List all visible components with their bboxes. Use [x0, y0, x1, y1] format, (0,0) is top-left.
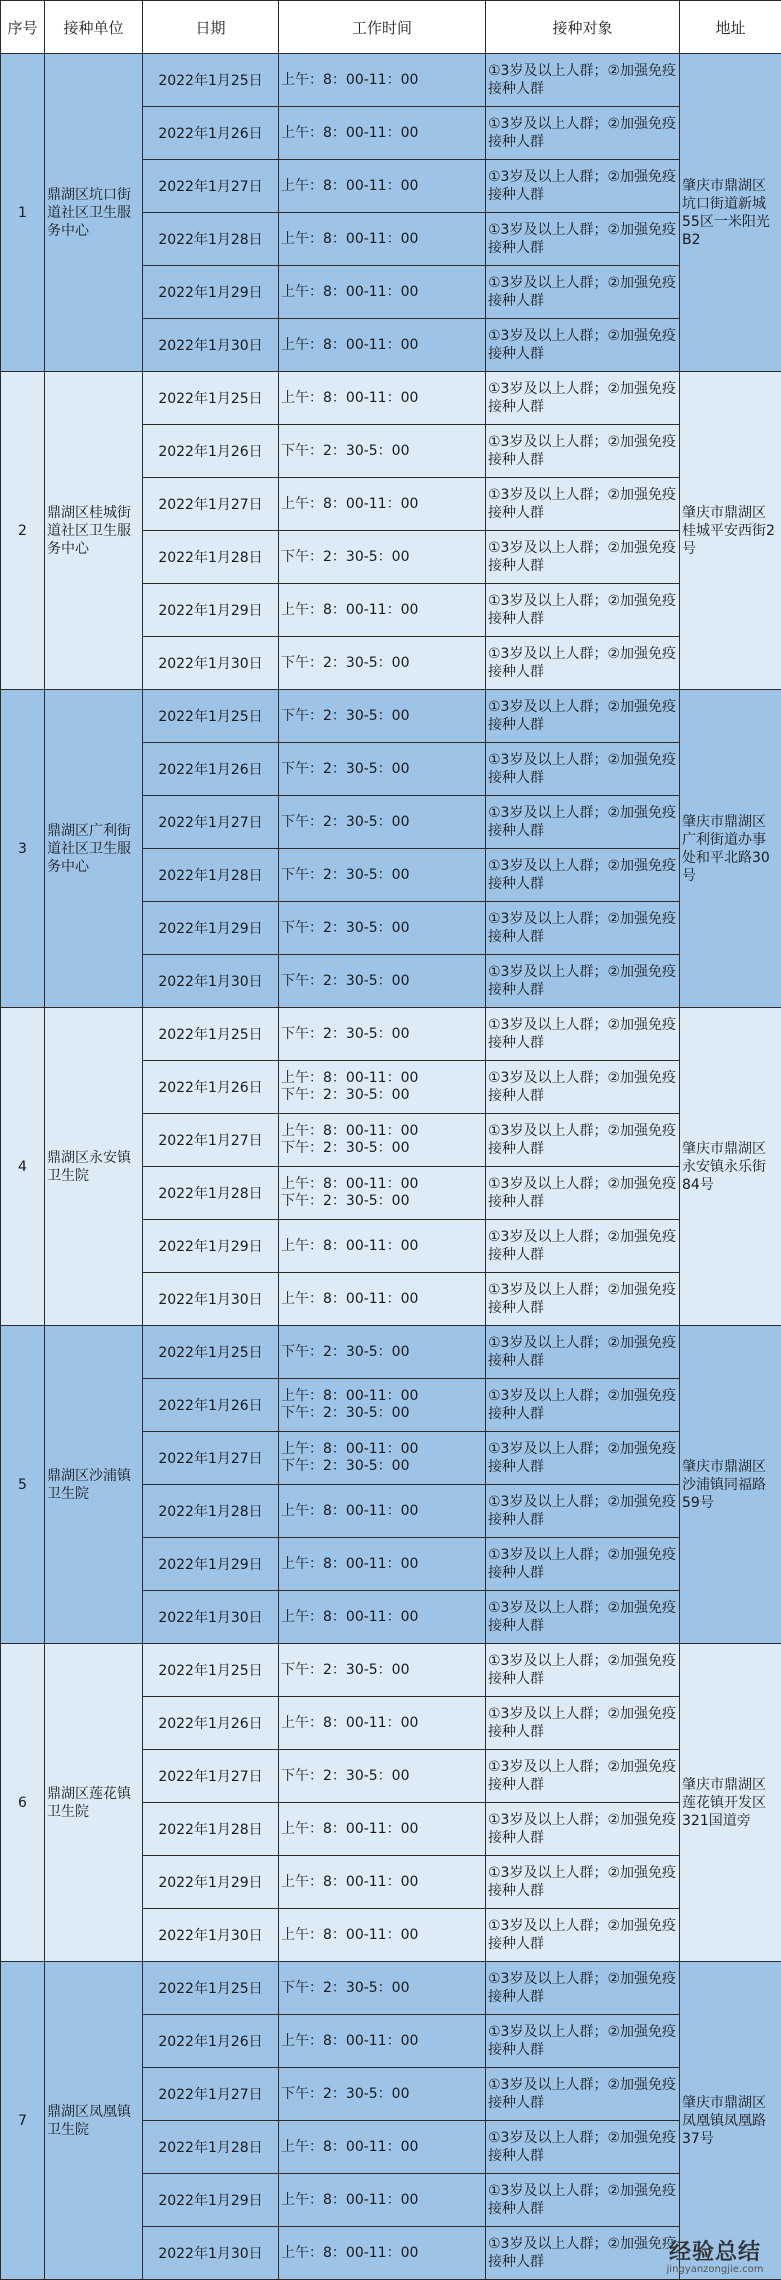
- target-group: ①3岁及以上人群；②加强免疫接种人群: [486, 902, 680, 955]
- work-time: [279, 1114, 486, 1167]
- schedule-date: 2022年1月30日: [143, 1909, 279, 1962]
- work-time-line: 下午：2：30-5：00: [281, 1980, 483, 1997]
- work-time: [279, 2015, 486, 2068]
- work-time-line: 下午：2：30-5：00: [281, 1768, 483, 1785]
- header-address: 地址: [680, 1, 781, 54]
- target-group: ①3岁及以上人群；②加强免疫接种人群: [486, 1750, 680, 1803]
- work-time: [279, 1909, 486, 1962]
- target-group: ①3岁及以上人群；②加强免疫接种人群: [486, 372, 680, 425]
- work-time: [279, 1697, 486, 1750]
- target-group: ①3岁及以上人群；②加强免疫接种人群: [486, 1803, 680, 1856]
- schedule-date: 2022年1月30日: [143, 637, 279, 690]
- work-time: [279, 690, 486, 743]
- table-row: [1, 1008, 781, 1061]
- target-group: ①3岁及以上人群；②加强免疫接种人群: [486, 1273, 680, 1326]
- target-group: ①3岁及以上人群；②加强免疫接种人群: [486, 1962, 680, 2015]
- work-time: [279, 1273, 486, 1326]
- work-time-line: 下午：2：30-5：00: [281, 867, 483, 884]
- work-time-line: 下午：2：30-5：00: [281, 1140, 483, 1157]
- work-time-line: 上午：8：00-11：00: [281, 2192, 483, 2209]
- target-group: ①3岁及以上人群；②加强免疫接种人群: [486, 107, 680, 160]
- target-group: ①3岁及以上人群；②加强免疫接种人群: [486, 1697, 680, 1750]
- target-group: ①3岁及以上人群；②加强免疫接种人群: [486, 1379, 680, 1432]
- work-time: [279, 266, 486, 319]
- schedule-date: 2022年1月25日: [143, 372, 279, 425]
- schedule-date: 2022年1月25日: [143, 1962, 279, 2015]
- schedule-date: 2022年1月29日: [143, 1220, 279, 1273]
- work-time: [279, 319, 486, 372]
- work-time-line: 上午：8：00-11：00: [281, 1821, 483, 1838]
- watermark-name: 经验总结: [655, 2240, 775, 2264]
- schedule-date: 2022年1月26日: [143, 743, 279, 796]
- work-time-line: 下午：2：30-5：00: [281, 1087, 483, 1104]
- work-time: [279, 107, 486, 160]
- work-time: [279, 425, 486, 478]
- target-group: ①3岁及以上人群；②加强免疫接种人群: [486, 796, 680, 849]
- schedule-date: 2022年1月30日: [143, 319, 279, 372]
- target-group: ①3岁及以上人群；②加强免疫接种人群: [486, 478, 680, 531]
- schedule-date: 2022年1月28日: [143, 2121, 279, 2174]
- target-group: ①3岁及以上人群；②加强免疫接种人群: [486, 1644, 680, 1697]
- schedule-date: 2022年1月26日: [143, 1379, 279, 1432]
- work-time-line: 上午：8：00-11：00: [281, 1715, 483, 1732]
- target-group: ①3岁及以上人群；②加强免疫接种人群: [486, 1856, 680, 1909]
- group-number: 5: [1, 1326, 45, 1644]
- target-group: ①3岁及以上人群；②加强免疫接种人群: [486, 160, 680, 213]
- work-time: [279, 1803, 486, 1856]
- header-no: 序号: [1, 1, 45, 54]
- table-row: [1, 54, 781, 107]
- target-group: ①3岁及以上人群；②加强免疫接种人群: [486, 584, 680, 637]
- target-group: ①3岁及以上人群；②加强免疫接种人群: [486, 2121, 680, 2174]
- work-time-line: 下午：2：30-5：00: [281, 1458, 483, 1475]
- header-row: [1, 1, 781, 54]
- work-time-line: 上午：8：00-11：00: [281, 1388, 483, 1405]
- schedule-date: 2022年1月27日: [143, 1114, 279, 1167]
- work-time: [279, 1591, 486, 1644]
- table-row: [1, 690, 781, 743]
- schedule-date: 2022年1月30日: [143, 2227, 279, 2280]
- table-row: [1, 1962, 781, 2015]
- schedule-date: 2022年1月29日: [143, 584, 279, 637]
- schedule-date: 2022年1月29日: [143, 1856, 279, 1909]
- schedule-date: 2022年1月30日: [143, 1591, 279, 1644]
- schedule-date: 2022年1月25日: [143, 690, 279, 743]
- work-time: [279, 637, 486, 690]
- target-group: ①3岁及以上人群；②加强免疫接种人群: [486, 531, 680, 584]
- work-time-line: 上午：8：00-11：00: [281, 1874, 483, 1891]
- schedule-date: 2022年1月25日: [143, 54, 279, 107]
- work-time-line: 下午：2：30-5：00: [281, 920, 483, 937]
- work-time-line: 下午：2：30-5：00: [281, 443, 483, 460]
- work-time-line: 上午：8：00-11：00: [281, 1291, 483, 1308]
- address: 肇庆市鼎湖区广利街道办事处和平北路30号: [680, 690, 781, 1008]
- target-group: ①3岁及以上人群；②加强免疫接种人群: [486, 690, 680, 743]
- work-time-line: 上午：8：00-11：00: [281, 602, 483, 619]
- group-number: 4: [1, 1008, 45, 1326]
- target-group: ①3岁及以上人群；②加强免疫接种人群: [486, 1167, 680, 1220]
- target-group: ①3岁及以上人群；②加强免疫接种人群: [486, 1326, 680, 1379]
- work-time: [279, 955, 486, 1008]
- work-time: [279, 1432, 486, 1485]
- work-time-line: 上午：8：00-11：00: [281, 390, 483, 407]
- schedule-date: 2022年1月26日: [143, 107, 279, 160]
- schedule-date: 2022年1月28日: [143, 1485, 279, 1538]
- work-time: [279, 1379, 486, 1432]
- work-time: [279, 1644, 486, 1697]
- target-group: ①3岁及以上人群；②加强免疫接种人群: [486, 2068, 680, 2121]
- work-time: [279, 796, 486, 849]
- work-time-line: 下午：2：30-5：00: [281, 549, 483, 566]
- work-time-line: 下午：2：30-5：00: [281, 1193, 483, 1210]
- watermark-url: jingyanzongjie.com: [655, 2264, 775, 2275]
- vaccination-unit: 鼎湖区广利街道社区卫生服务中心: [45, 690, 143, 1008]
- work-time-line: 上午：8：00-11：00: [281, 2245, 483, 2262]
- schedule-date: 2022年1月28日: [143, 531, 279, 584]
- target-group: ①3岁及以上人群；②加强免疫接种人群: [486, 2015, 680, 2068]
- work-time: [279, 1008, 486, 1061]
- schedule-date: 2022年1月28日: [143, 849, 279, 902]
- work-time-line: 上午：8：00-11：00: [281, 1556, 483, 1573]
- schedule-date: 2022年1月28日: [143, 213, 279, 266]
- target-group: ①3岁及以上人群；②加强免疫接种人群: [486, 425, 680, 478]
- work-time: [279, 2068, 486, 2121]
- schedule-date: 2022年1月27日: [143, 478, 279, 531]
- vaccination-unit: 鼎湖区莲花镇卫生院: [45, 1644, 143, 1962]
- group-number: 3: [1, 690, 45, 1008]
- target-group: ①3岁及以上人群；②加强免疫接种人群: [486, 955, 680, 1008]
- schedule-date: 2022年1月25日: [143, 1326, 279, 1379]
- schedule-date: 2022年1月29日: [143, 2174, 279, 2227]
- target-group: ①3岁及以上人群；②加强免疫接种人群: [486, 2174, 680, 2227]
- work-time: [279, 478, 486, 531]
- work-time: [279, 54, 486, 107]
- work-time: [279, 1538, 486, 1591]
- schedule-date: 2022年1月27日: [143, 160, 279, 213]
- work-time: [279, 1750, 486, 1803]
- work-time-line: 下午：2：30-5：00: [281, 708, 483, 725]
- work-time-line: 上午：8：00-11：00: [281, 1123, 483, 1140]
- work-time: [279, 1856, 486, 1909]
- header-target: 接种对象: [486, 1, 680, 54]
- group-number: 1: [1, 54, 45, 372]
- group-number: 6: [1, 1644, 45, 1962]
- schedule-date: 2022年1月29日: [143, 902, 279, 955]
- target-group: ①3岁及以上人群；②加强免疫接种人群: [486, 1538, 680, 1591]
- work-time: [279, 2121, 486, 2174]
- work-time-line: 下午：2：30-5：00: [281, 973, 483, 990]
- work-time-line: 上午：8：00-11：00: [281, 72, 483, 89]
- work-time-line: 下午：2：30-5：00: [281, 2086, 483, 2103]
- vaccination-unit: 鼎湖区沙浦镇卫生院: [45, 1326, 143, 1644]
- vaccination-unit: 鼎湖区永安镇卫生院: [45, 1008, 143, 1326]
- work-time-line: 下午：2：30-5：00: [281, 655, 483, 672]
- group-number: 2: [1, 372, 45, 690]
- schedule-date: 2022年1月27日: [143, 1750, 279, 1803]
- header-date: 日期: [143, 1, 279, 54]
- schedule-date: 2022年1月27日: [143, 1432, 279, 1485]
- target-group: ①3岁及以上人群；②加强免疫接种人群: [486, 1008, 680, 1061]
- schedule-date: 2022年1月29日: [143, 1538, 279, 1591]
- target-group: ①3岁及以上人群；②加强免疫接种人群: [486, 1909, 680, 1962]
- schedule-date: 2022年1月28日: [143, 1167, 279, 1220]
- schedule-date: 2022年1月30日: [143, 955, 279, 1008]
- address: 肇庆市鼎湖区永安镇永乐街84号: [680, 1008, 781, 1326]
- target-group: ①3岁及以上人群；②加强免疫接种人群: [486, 743, 680, 796]
- work-time: [279, 902, 486, 955]
- address: 肇庆市鼎湖区沙浦镇同福路59号: [680, 1326, 781, 1644]
- target-group: ①3岁及以上人群；②加强免疫接种人群: [486, 1114, 680, 1167]
- work-time: [279, 2227, 486, 2280]
- schedule-date: 2022年1月25日: [143, 1008, 279, 1061]
- work-time-line: 下午：2：30-5：00: [281, 1405, 483, 1422]
- address: 肇庆市鼎湖区莲花镇开发区321国道旁: [680, 1644, 781, 1962]
- work-time-line: 下午：2：30-5：00: [281, 1662, 483, 1679]
- work-time-line: 下午：2：30-5：00: [281, 1026, 483, 1043]
- work-time-line: 上午：8：00-11：00: [281, 2033, 483, 2050]
- work-time: [279, 849, 486, 902]
- schedule-date: 2022年1月29日: [143, 266, 279, 319]
- work-time: [279, 743, 486, 796]
- target-group: ①3岁及以上人群；②加强免疫接种人群: [486, 1485, 680, 1538]
- header-time: 工作时间: [279, 1, 486, 54]
- work-time-line: 上午：8：00-11：00: [281, 1927, 483, 1944]
- work-time: [279, 1220, 486, 1273]
- schedule-date: 2022年1月30日: [143, 1273, 279, 1326]
- vaccination-unit: 鼎湖区坑口街道社区卫生服务中心: [45, 54, 143, 372]
- work-time-line: 上午：8：00-11：00: [281, 1238, 483, 1255]
- work-time-line: 上午：8：00-11：00: [281, 2139, 483, 2156]
- address: 肇庆市鼎湖区凤凰镇凤凰路37号: [680, 1962, 781, 2280]
- target-group: ①3岁及以上人群；②加强免疫接种人群: [486, 1432, 680, 1485]
- target-group: ①3岁及以上人群；②加强免疫接种人群: [486, 849, 680, 902]
- work-time: [279, 1061, 486, 1114]
- work-time: [279, 1962, 486, 2015]
- work-time-line: 上午：8：00-11：00: [281, 231, 483, 248]
- work-time-line: 上午：8：00-11：00: [281, 337, 483, 354]
- work-time: [279, 372, 486, 425]
- work-time: [279, 1326, 486, 1379]
- table-row: [1, 1644, 781, 1697]
- target-group: ①3岁及以上人群；②加强免疫接种人群: [486, 2227, 680, 2280]
- schedule-date: 2022年1月26日: [143, 1697, 279, 1750]
- work-time-line: 上午：8：00-11：00: [281, 1503, 483, 1520]
- schedule-date: 2022年1月26日: [143, 2015, 279, 2068]
- work-time-line: 下午：2：30-5：00: [281, 1344, 483, 1361]
- target-group: ①3岁及以上人群；②加强免疫接种人群: [486, 1220, 680, 1273]
- work-time: [279, 531, 486, 584]
- target-group: ①3岁及以上人群；②加强免疫接种人群: [486, 54, 680, 107]
- schedule-date: 2022年1月25日: [143, 1644, 279, 1697]
- vaccination-unit: 鼎湖区桂城街道社区卫生服务中心: [45, 372, 143, 690]
- work-time-line: 上午：8：00-11：00: [281, 1070, 483, 1087]
- work-time-line: 上午：8：00-11：00: [281, 178, 483, 195]
- work-time-line: 上午：8：00-11：00: [281, 496, 483, 513]
- address: 肇庆市鼎湖区坑口街道新城55区一米阳光B2: [680, 54, 781, 372]
- target-group: ①3岁及以上人群；②加强免疫接种人群: [486, 1591, 680, 1644]
- schedule-date: 2022年1月28日: [143, 1803, 279, 1856]
- address: 肇庆市鼎湖区桂城平安西街2号: [680, 372, 781, 690]
- schedule-date: 2022年1月27日: [143, 796, 279, 849]
- group-number: 7: [1, 1962, 45, 2280]
- vaccination-unit: 鼎湖区凤凰镇卫生院: [45, 1962, 143, 2280]
- target-group: ①3岁及以上人群；②加强免疫接种人群: [486, 319, 680, 372]
- table-row: [1, 1326, 781, 1379]
- target-group: ①3岁及以上人群；②加强免疫接种人群: [486, 1061, 680, 1114]
- target-group: ①3岁及以上人群；②加强免疫接种人群: [486, 266, 680, 319]
- table-row: [1, 372, 781, 425]
- work-time-line: 下午：2：30-5：00: [281, 814, 483, 831]
- work-time: [279, 1167, 486, 1220]
- schedule-date: 2022年1月26日: [143, 425, 279, 478]
- work-time: [279, 160, 486, 213]
- work-time: [279, 1485, 486, 1538]
- work-time-line: 上午：8：00-11：00: [281, 1441, 483, 1458]
- work-time: [279, 2174, 486, 2227]
- work-time-line: 上午：8：00-11：00: [281, 284, 483, 301]
- target-group: ①3岁及以上人群；②加强免疫接种人群: [486, 637, 680, 690]
- schedule-body: [1, 54, 781, 2280]
- work-time-line: 上午：8：00-11：00: [281, 1609, 483, 1626]
- work-time: [279, 584, 486, 637]
- schedule-date: 2022年1月26日: [143, 1061, 279, 1114]
- work-time: [279, 213, 486, 266]
- work-time-line: 上午：8：00-11：00: [281, 125, 483, 142]
- work-time-line: 下午：2：30-5：00: [281, 761, 483, 778]
- header-unit: 接种单位: [45, 1, 143, 54]
- target-group: ①3岁及以上人群；②加强免疫接种人群: [486, 213, 680, 266]
- work-time-line: 上午：8：00-11：00: [281, 1176, 483, 1193]
- schedule-date: 2022年1月27日: [143, 2068, 279, 2121]
